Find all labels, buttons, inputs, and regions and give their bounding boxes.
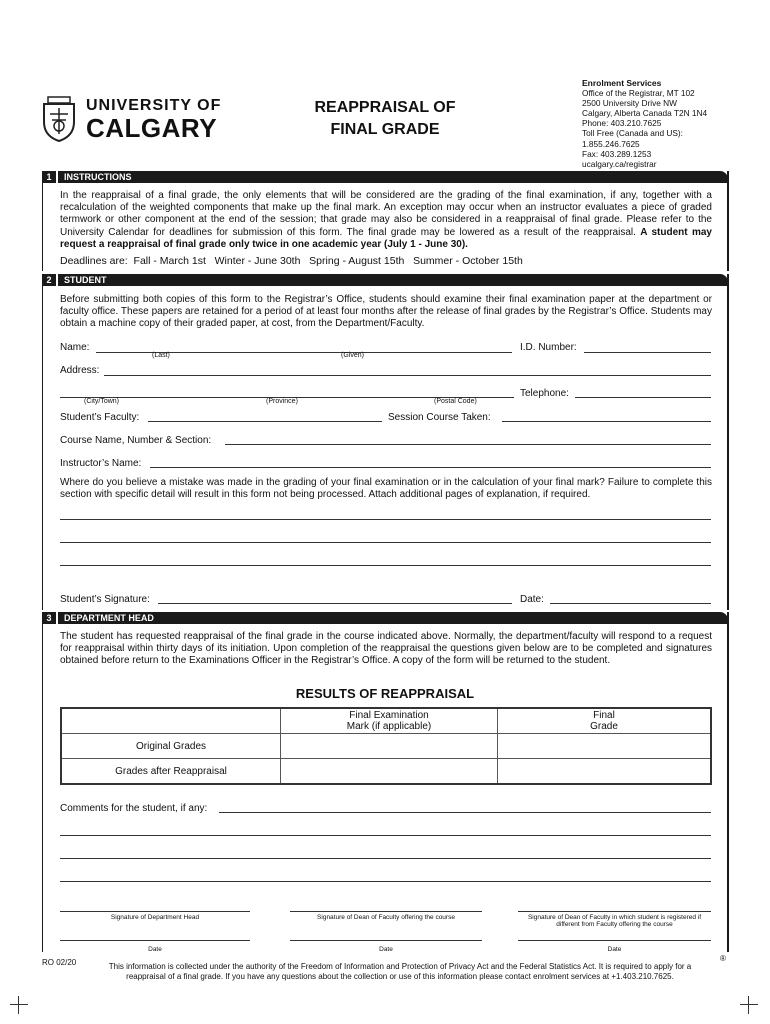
date-caption: Date [148, 946, 162, 953]
instructions-body: In the reappraisal of a final grade, the only elements that will be considered are the grading of the final examination, if any, together with a recalculation of the weighted components that make up the final mark. An exception may occur when an instructor evaluates a piece of graded termwork or other component at the end of the session; that grade may also be considered in a reappraisal of final grade. Please refer to the University Calendar for deadlines for submission of this form. The final grade may be lowered as a result of the reappraisal. [60, 190, 712, 238]
form-code: RO 02/20 [42, 958, 77, 967]
dean-offering-signature-caption: Signature of Dean of Faculty offering the course [317, 914, 455, 921]
office-line: Toll Free (Canada and US): [582, 128, 683, 139]
caption-line: different from Faculty offering the course [556, 921, 673, 928]
name-label: Name: [60, 342, 90, 353]
office-website: ucalgary.ca/registrar [582, 158, 657, 169]
original-final-grade-cell[interactable] [498, 734, 712, 759]
department-text: The student has requested reappraisal of the final grade in the course indicated above. Normally, the department/faculty will respond to a request for reappraisal within thirty days of its initiation. Upon completion of the reappraisal the questions given below are to be completed and signatures obtained before return to the Examinations Officer in the Registrar’s Office. A copy of the form will be returned to the student. [60, 631, 712, 667]
results-table [60, 707, 712, 785]
instructor-field[interactable] [150, 467, 711, 468]
comments-line[interactable] [60, 835, 711, 836]
course-field[interactable] [225, 444, 711, 445]
student-intro: Before submitting both copies of this form to the Registrar’s Office, students should examine their final examination paper at the department or faculty office. These papers are retained for a period of at least four months after the release of final grades by the Registrar’s Office. Students may obtain a machine copy of their graded paper, at cost, from the Department/Faculty. [60, 294, 712, 330]
office-phone: Phone: 403.210.7625 [582, 118, 662, 129]
section1-header [42, 171, 728, 183]
office-line: Office of the Registrar, MT 102 [582, 88, 695, 99]
table-row [61, 759, 711, 785]
form-title-line1: REAPPRAISAL OF [314, 99, 456, 116]
col-header-text: Final [593, 710, 615, 721]
results-title: RESULTS OF REAPPRAISAL [295, 686, 475, 701]
office-heading: Enrolment Services [582, 78, 662, 88]
caption-line: Signature of Dean of Faculty in which student is registered if [527, 914, 702, 921]
explanation-line[interactable] [60, 519, 711, 520]
instructor-label: Instructor’s Name: [60, 458, 142, 469]
deadlines-text: Deadlines are: Fall - March 1st Winter - June 30th Spring - August 15th Summer - October 15th [60, 255, 523, 267]
dept-head-date-field[interactable] [60, 940, 250, 941]
dept-head-signature-caption: Signature of Department Head [110, 914, 200, 921]
office-fax: Fax: 403.289.1253 [582, 148, 652, 159]
section3-header [42, 612, 728, 624]
col-header-text: Mark (if applicable) [346, 721, 432, 732]
table-header-blank [61, 708, 281, 734]
dept-head-signature-field[interactable] [60, 911, 250, 912]
explanation-line[interactable] [60, 542, 711, 543]
privacy-notice [90, 962, 710, 982]
telephone-label: Telephone: [520, 388, 569, 399]
dean-registered-date-field[interactable] [518, 940, 711, 941]
comments-field[interactable] [219, 812, 711, 813]
office-line: 2500 University Drive NW [582, 98, 677, 109]
student-signature-label: Student’s Signature: [60, 594, 150, 605]
office-tollfree: 1.855.246.7625 [582, 138, 640, 149]
mistake-question: Where do you believe a mistake was made in the grading of your final examination or in the calculation of your final mark? Failure to complete this section with specific detail will result in this form not being processed. Attach additional pages of explanation, if required. [60, 477, 712, 501]
address-field[interactable] [104, 375, 711, 376]
dean-registered-signature-field[interactable] [518, 911, 711, 912]
privacy-line: This information is collected under the authority of the Freedom of Information and Protection of Privacy Act and the Federal Statistics Act. It is required to apply for a [108, 962, 692, 971]
instructions-text [60, 190, 712, 251]
dean-registered-signature-caption [512, 914, 717, 928]
session-label: Session Course Taken: [388, 412, 491, 423]
last-name-caption: (Last) [152, 352, 170, 359]
instructions-bold: A student may request a reappraisal of final grade only twice in one academic year (July 1 - June 30). [60, 226, 712, 250]
col-header-text: Final Examination [349, 710, 429, 721]
province-caption: (Province) [266, 398, 298, 405]
course-label: Course Name, Number & Section: [60, 435, 212, 446]
telephone-field[interactable] [575, 397, 711, 398]
university-line2: CALGARY [86, 113, 218, 143]
date-label: Date: [520, 594, 544, 605]
postal-caption: (Postal Code) [434, 398, 477, 405]
row-label-original: Original Grades [61, 734, 281, 759]
original-exam-mark-cell[interactable] [281, 734, 498, 759]
given-name-caption: (Given) [341, 352, 364, 359]
section-title: INSTRUCTIONS [64, 172, 132, 182]
dean-offering-signature-field[interactable] [290, 911, 482, 912]
id-number-field[interactable] [584, 352, 711, 353]
crop-mark-icon [10, 996, 28, 1014]
section-number: 1 [42, 171, 58, 183]
date-caption: Date [379, 946, 393, 953]
section2-header [42, 274, 728, 286]
city-caption: (City/Town) [84, 398, 120, 405]
student-date-field[interactable] [550, 603, 711, 604]
office-line: Calgary, Alberta Canada T2N 1N4 [582, 108, 708, 119]
table-row [61, 734, 711, 759]
faculty-field[interactable] [148, 421, 382, 422]
address-label: Address: [60, 365, 100, 376]
explanation-line[interactable] [60, 565, 711, 566]
university-logo-text [86, 97, 221, 141]
section-number: 3 [42, 612, 58, 624]
section-title: DEPARTMENT HEAD [64, 613, 154, 623]
comments-label: Comments for the student, if any: [60, 803, 208, 814]
form-title-line2: FINAL GRADE [330, 121, 440, 138]
col-header-text: Grade [590, 721, 618, 732]
table-header-final-grade [498, 708, 712, 734]
office-address-block [582, 78, 762, 169]
date-caption: Date [607, 946, 622, 953]
section-title: STUDENT [64, 275, 107, 285]
registered-mark: ® [720, 954, 726, 963]
university-line1: UNIVERSITY OF [86, 97, 222, 114]
comments-line[interactable] [60, 881, 711, 882]
after-final-grade-cell[interactable] [498, 759, 712, 785]
crop-mark-icon [740, 996, 758, 1014]
dean-offering-date-field[interactable] [290, 940, 482, 941]
session-field[interactable] [502, 421, 711, 422]
id-number-label: I.D. Number: [520, 342, 577, 353]
section-number: 2 [42, 274, 58, 286]
comments-line[interactable] [60, 858, 711, 859]
row-label-after: Grades after Reappraisal [61, 759, 281, 785]
table-header-exam-mark [281, 708, 498, 734]
faculty-label: Student’s Faculty: [60, 412, 140, 423]
student-signature-field[interactable] [158, 603, 512, 604]
university-crest-icon [42, 96, 76, 142]
after-exam-mark-cell[interactable] [281, 759, 498, 785]
privacy-line: reappraisal of a final grade. If you have any questions about the collection or use of this information please contact enrolment services at +1.403.210.7625. [126, 972, 674, 981]
